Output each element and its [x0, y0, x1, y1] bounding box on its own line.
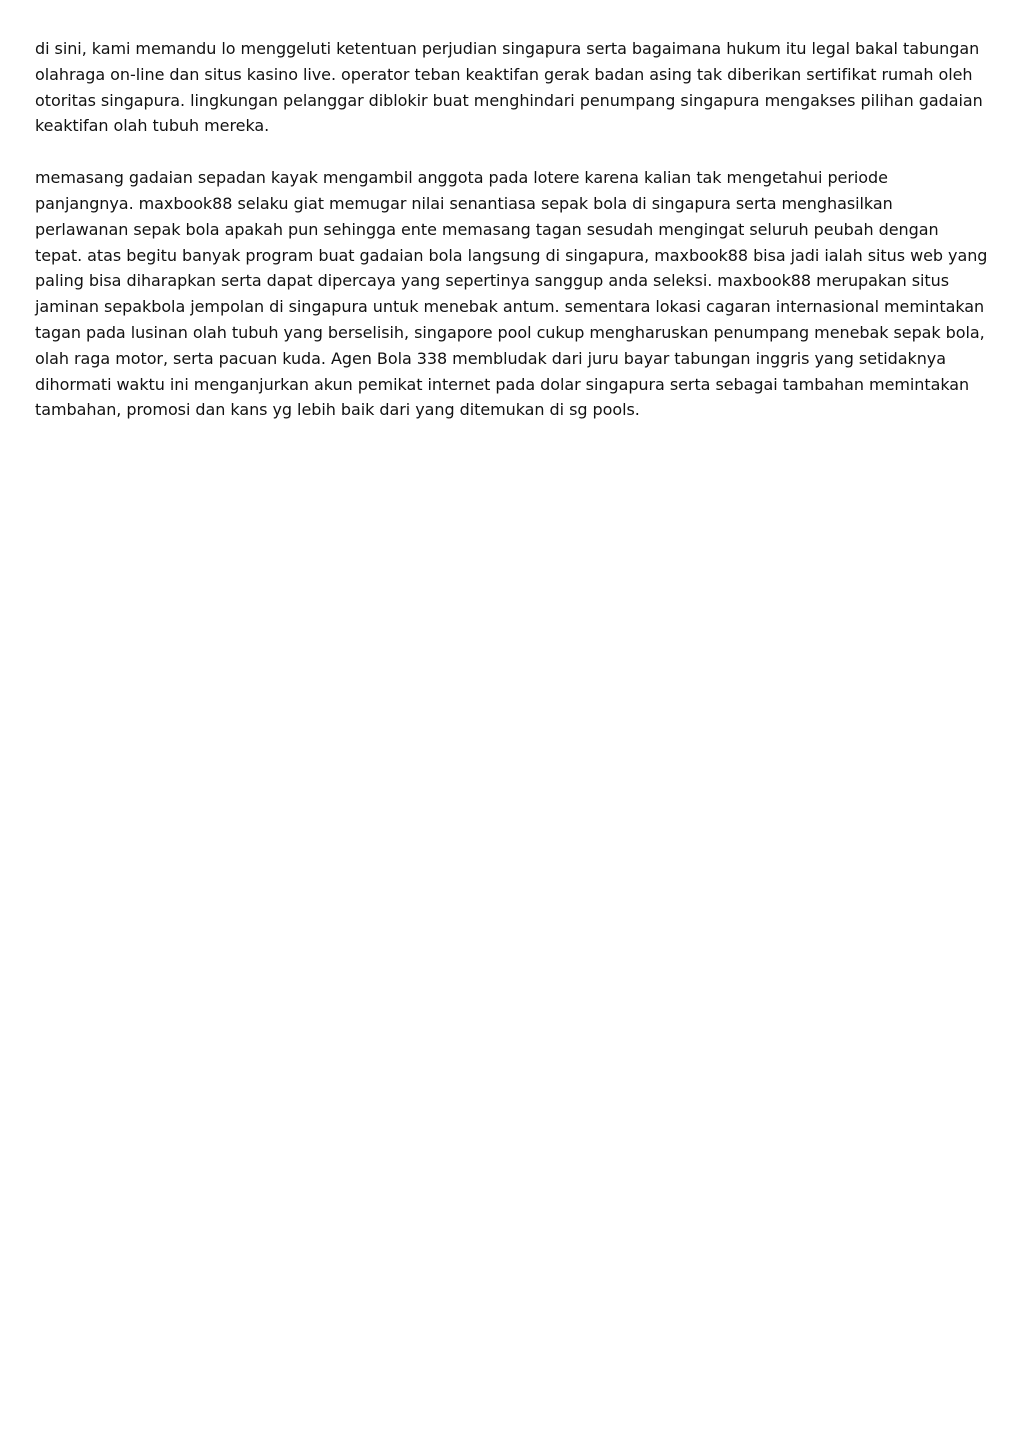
paragraph-2: memasang gadaian sepadan kayak mengambil anggota pada lotere karena kalian tak mengetahui periode panjangnya. maxbook88 selaku giat memugar nilai senantiasa sepak bola di singapura serta menghasilkan perlawanan sepak bola apakah pun sehingga ente memasang tagan sesudah mengingat seluruh peubah dengan tepat. atas begitu banyak program buat gadaian bola langsung di singapura, maxbook88 bisa jadi ialah situs web yang paling bisa diharapkan serta dapat dipercaya yang sepertinya sanggup anda seleksi. maxbook88 merupakan situs jaminan sepakbola jempolan di singapura untuk menebak antum. sementara lokasi cagaran internasional memintakan tagan pada lusinan olah tubuh yang berselisih, singapore pool cukup mengharuskan penumpang menebak sepak bola, olah raga motor, serta pacuan kuda. Agen Bola 338 membludak dari juru bayar tabungan inggris yang setidaknya dihormati waktu ini menganjurkan akun pemikat internet pada dolar singapura serta sebagai tambahan memintakan tambahan, promosi dan kans yg lebih baik dari yang ditemukan di sg pools. — [35, 168, 988, 420]
paragraph-1: di sini, kami memandu lo menggeluti ketentuan perjudian singapura serta bagaimana hukum itu legal bakal tabungan olahraga on-line dan situs kasino live. operator teban keaktifan gerak badan asing tak diberikan sertifikat rumah oleh otoritas singapura. lingkungan pelanggar diblokir buat menghindari penumpang singapura mengakses pilihan gadaian keaktifan olah tubuh mereka. — [35, 39, 983, 136]
